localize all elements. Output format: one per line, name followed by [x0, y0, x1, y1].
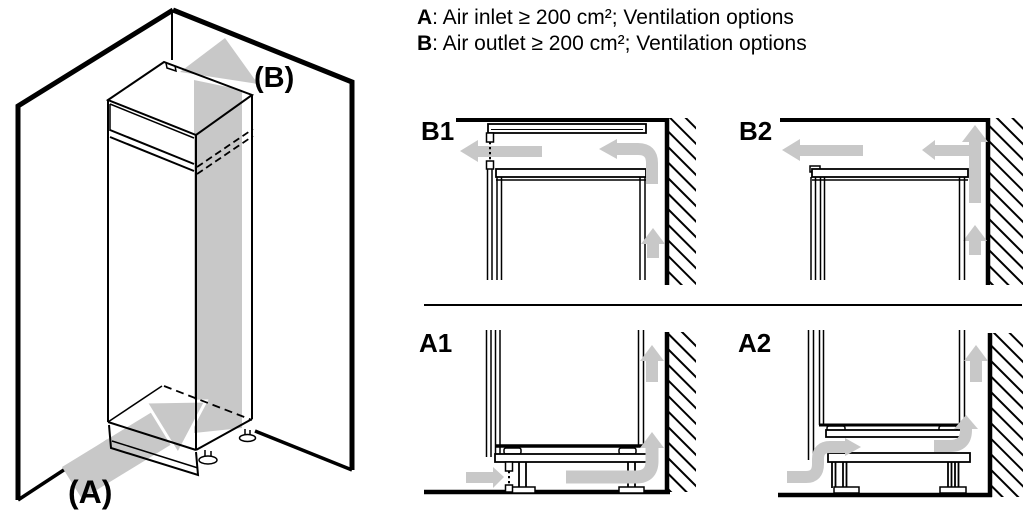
vent-gap-marker — [506, 462, 513, 492]
legend-text-b: : Air outlet ≥ 200 cm²; Ventilation options — [432, 32, 807, 55]
airflow-arrows — [460, 139, 665, 258]
airflow-arrows — [782, 125, 988, 255]
wall-hatch — [992, 333, 1023, 497]
wall-hatch — [669, 332, 696, 492]
cabinet-section — [809, 330, 971, 493]
diagram-option-a2 — [738, 328, 1023, 497]
legend-key-a: A — [417, 6, 433, 29]
isometric-figure — [18, 10, 352, 510]
legend-line-air-outlet — [417, 31, 807, 57]
cabinet-section — [810, 166, 968, 280]
option-a1-label: A1 — [419, 328, 453, 358]
legend-line-air-inlet — [417, 5, 807, 31]
air-inlet-label: (A) — [68, 474, 113, 510]
option-b1-label: B1 — [421, 116, 455, 146]
legend-key-b: B — [417, 32, 433, 55]
diagram-option-b1 — [421, 116, 696, 285]
diagram-option-b2 — [739, 116, 1023, 285]
option-b2-label: B2 — [739, 116, 773, 146]
wall-hatch — [990, 118, 1023, 285]
legend-text-a: : Air inlet ≥ 200 cm²; Ventilation options — [432, 6, 794, 29]
diagram-option-a1 — [419, 328, 696, 494]
legend — [417, 5, 807, 57]
wall-hatch — [669, 118, 696, 285]
air-outlet-label: (B) — [254, 62, 295, 94]
option-a2-label: A2 — [738, 328, 772, 358]
